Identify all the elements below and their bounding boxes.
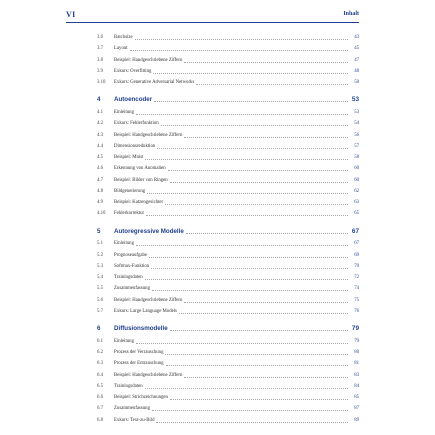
toc-page-number: 67: [351, 227, 359, 235]
toc-leader-dots: [161, 121, 348, 126]
toc-leader-dots: [153, 69, 348, 74]
toc-number: 4.9: [97, 200, 103, 205]
toc-page-number: 53: [354, 110, 359, 115]
toc-leader-dots: [145, 275, 348, 280]
toc-leader-dots: [184, 298, 348, 303]
toc-leader-dots: [170, 395, 348, 400]
toc-page-number: 87: [354, 406, 359, 412]
toc-page-number: 53: [351, 96, 359, 104]
toc-page-number: 54: [354, 121, 359, 127]
toc-entry[interactable]: [97, 415, 359, 426]
toc-leader-dots: [156, 418, 348, 423]
toc-leader-dots: [136, 110, 348, 115]
toc-leader-dots: [157, 144, 348, 149]
toc-title: Autoregressive Modelle: [114, 227, 184, 235]
toc-number: 6.2: [97, 350, 103, 355]
toc-page-number: 67: [354, 241, 359, 247]
toc-title: Dimensionsreduktion: [114, 143, 156, 149]
toc-title: Beispiel: Handgeschriebene Ziffern: [114, 297, 183, 303]
toc-entry[interactable]: [97, 336, 359, 347]
toc-page-number: 84: [354, 383, 359, 389]
toc-number: 5.1: [97, 241, 103, 247]
toc-title: Trainingsdaten: [114, 383, 143, 389]
toc-number: 5.2: [97, 252, 103, 258]
toc-title: Erkennung von Anomalien: [114, 166, 166, 172]
toc-entry[interactable]: [97, 238, 359, 249]
toc-page-number: 75: [354, 297, 359, 303]
toc-number: 3.8: [97, 57, 103, 63]
toc-number: 4.10: [97, 211, 106, 217]
toc-leader-dots: [130, 46, 348, 51]
toc-number: 6.6: [97, 395, 103, 400]
toc-title: Softmax-Funktion: [114, 263, 150, 269]
toc-entry[interactable]: [97, 43, 359, 54]
toc-number: 6: [97, 325, 101, 332]
toc-entry[interactable]: [97, 55, 359, 66]
toc-page-number: 79: [354, 338, 359, 344]
toc-entry[interactable]: [97, 250, 359, 261]
toc-page-number: 80: [354, 350, 359, 355]
toc-entry[interactable]: [97, 306, 359, 317]
toc-title: Exkurs: Fehlerfunktion: [114, 121, 159, 127]
toc-page-number: 70: [354, 263, 359, 269]
toc-number: 5.6: [97, 297, 103, 303]
toc-entry[interactable]: [97, 283, 359, 294]
toc-entry[interactable]: [97, 403, 359, 414]
toc-page-number: 85: [354, 395, 359, 400]
toc-title: Bildgenerierung: [114, 188, 146, 194]
toc-entry[interactable]: [97, 358, 359, 369]
toc-leader-dots: [136, 241, 348, 246]
toc-entry[interactable]: [97, 130, 359, 141]
toc-number: 4.1: [97, 110, 103, 115]
toc-leader-dots: [152, 406, 348, 411]
toc-number: 4.5: [97, 155, 103, 160]
toc-entry[interactable]: [97, 381, 359, 392]
toc-page-number: 72: [354, 275, 359, 280]
toc-number: 5.4: [97, 275, 103, 280]
toc-number: 3.6: [97, 35, 103, 40]
toc-number: 5.5: [97, 286, 103, 292]
toc-entry[interactable]: [97, 186, 359, 197]
page-number: VI: [66, 10, 76, 19]
toc-page-number: 56: [354, 132, 359, 138]
toc-entry[interactable]: [97, 152, 359, 163]
toc-title: Zusammenfassung: [114, 406, 150, 412]
toc-page-number: 60: [354, 166, 359, 172]
toc-title: Fehlerkorrektur: [114, 211, 145, 217]
toc-entry[interactable]: [97, 32, 359, 43]
toc-entry[interactable]: [97, 141, 359, 152]
toc-page-number: 69: [354, 252, 359, 258]
toc-entry[interactable]: [97, 295, 359, 306]
toc-leader-dots: [166, 361, 348, 366]
toc-title: Einleitung: [114, 110, 134, 115]
toc-number: 6.8: [97, 417, 103, 423]
toc-leader-dots: [151, 264, 348, 269]
toc-title: Autoencoder: [114, 96, 153, 104]
toc-page-number: 81: [354, 361, 359, 367]
toc-leader-dots: [147, 189, 348, 194]
toc-title: Prozess der Entrauschung: [114, 361, 164, 367]
toc-title: Diffusionsmodelle: [114, 325, 168, 332]
toc-page-number: 45: [354, 46, 359, 52]
toc-entry[interactable]: [97, 392, 359, 403]
toc-entry[interactable]: [97, 66, 359, 77]
toc-entry[interactable]: [97, 208, 359, 219]
toc-entry[interactable]: [97, 163, 359, 174]
toc-leader-dots: [145, 384, 348, 389]
toc-leader-dots: [145, 155, 348, 160]
toc-number: 4.7: [97, 177, 103, 183]
toc-leader-dots: [170, 178, 348, 183]
toc-number: 6.5: [97, 383, 103, 389]
toc-number: 4.3: [97, 132, 103, 138]
toc-page-number: 43: [354, 35, 359, 40]
toc-leader-dots: [179, 309, 348, 314]
toc-page-number: 65: [354, 211, 359, 217]
toc-title: Prozess der Verrauschung: [114, 350, 164, 355]
toc-number: 6.1: [97, 338, 103, 344]
toc-page-number: 62: [354, 188, 359, 194]
toc-number: 4.8: [97, 188, 103, 194]
toc-page-number: 48: [354, 68, 359, 74]
toc-title: Trainingsdaten: [114, 275, 143, 280]
toc-entry[interactable]: [97, 272, 359, 283]
toc-number: 4: [97, 96, 101, 104]
toc-leader-dots: [170, 326, 348, 331]
toc-number: 4.4: [97, 143, 103, 149]
toc-title: Einleitung: [114, 338, 134, 344]
toc-leader-dots: [152, 286, 348, 291]
toc-leader-dots: [165, 350, 348, 355]
toc-leader-dots: [184, 373, 348, 378]
toc-leader-dots: [184, 58, 348, 63]
toc-page-number: 89: [354, 417, 359, 423]
toc-entry[interactable]: [97, 261, 359, 272]
toc-number: 4.6: [97, 166, 103, 172]
toc-page-number: 47: [354, 57, 359, 63]
toc-page-number: 79: [351, 325, 359, 332]
toc-number: 5.3: [97, 263, 103, 269]
toc-entry[interactable]: [97, 175, 359, 186]
toc-title: Prognoseaufgabe: [114, 252, 148, 258]
toc-leader-dots: [184, 133, 348, 138]
toc-chapter-entry[interactable]: [97, 226, 359, 237]
toc-number: 6.3: [97, 361, 103, 367]
toc-entry[interactable]: [97, 347, 359, 358]
toc-title: Exkurs: Text-zu-Bild: [114, 417, 155, 423]
toc-page-number: 63: [354, 200, 359, 205]
toc-entry[interactable]: [97, 107, 359, 118]
toc-title: Beispiel: Katzengesichter: [114, 200, 164, 205]
toc-leader-dots: [168, 166, 348, 171]
toc-number: 6.7: [97, 406, 103, 412]
toc-number: 5: [97, 227, 101, 235]
toc-page-number: 58: [354, 155, 359, 160]
toc-page-number: 83: [354, 372, 359, 378]
toc-page-number: 57: [354, 143, 359, 149]
toc-title: Beispiel: Handgeschriebene Ziffern: [114, 132, 183, 138]
toc-page-number: 50: [354, 80, 359, 85]
toc-number: 5.7: [97, 308, 103, 314]
toc-page-number: 74: [354, 286, 359, 292]
toc-title: Beispiel: Mnist: [114, 155, 144, 160]
toc-title: Exkurs: Generative Adversarial Networks: [114, 80, 195, 85]
toc-title: Einleitung: [114, 241, 134, 247]
toc-number: 3.7: [97, 46, 103, 52]
toc-title: Beispiel: Handgeschriebene Ziffern: [114, 57, 183, 63]
toc-page-number: 76: [354, 308, 359, 314]
toc-leader-dots: [196, 80, 348, 85]
toc-page-number: 60: [354, 177, 359, 183]
toc-leader-dots: [154, 97, 348, 102]
toc-title: Batchsize: [114, 35, 133, 40]
toc-entry[interactable]: [97, 370, 359, 381]
toc-leader-dots: [165, 200, 348, 205]
toc-entry[interactable]: [97, 77, 359, 88]
toc-title: Layout: [114, 46, 128, 52]
toc-entry[interactable]: [97, 118, 359, 129]
toc-leader-dots: [186, 229, 348, 234]
toc-title: Beispiel: Strichzeichnungen: [114, 395, 168, 400]
toc-number: 6.4: [97, 372, 103, 378]
toc-leader-dots: [136, 339, 348, 344]
toc-title: Zusammenfassung: [114, 286, 150, 292]
toc-entry[interactable]: [97, 197, 359, 208]
running-section-title: Inhalt: [343, 11, 359, 17]
toc-title: Beispiel: Handgeschriebene Ziffern: [114, 372, 183, 378]
toc-title: Exkurs: Overfitting: [114, 68, 152, 74]
toc-number: 3.10: [97, 80, 106, 85]
toc-number: 4.2: [97, 121, 103, 127]
toc-title: Exkurs: Large Language Models: [114, 308, 177, 314]
toc-leader-dots: [135, 35, 348, 40]
toc-chapter-entry[interactable]: [97, 94, 359, 105]
toc-leader-dots: [149, 253, 348, 258]
toc-title: Beispiel: Bilder von Ringen: [114, 177, 168, 183]
toc-leader-dots: [146, 211, 348, 216]
toc-chapter-entry[interactable]: [97, 323, 359, 334]
toc-number: 3.9: [97, 68, 103, 74]
